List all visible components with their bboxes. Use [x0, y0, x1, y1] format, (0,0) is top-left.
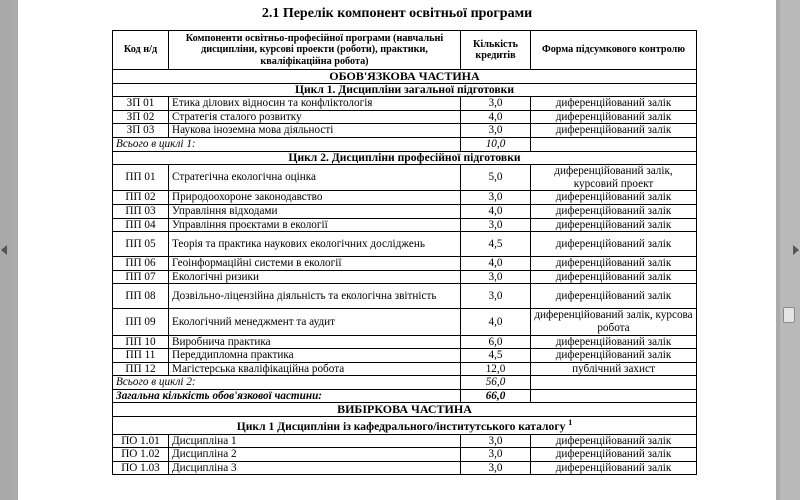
row-name: Переддипломна практика — [169, 349, 461, 363]
row-code: ПО 1.02 — [113, 448, 169, 462]
row-control: диференційований залік — [531, 284, 697, 309]
table-row — [113, 124, 697, 138]
row-name: Стратегія сталого розвитку — [169, 110, 461, 124]
row-control: диференційований залік — [531, 270, 697, 284]
section-title: ВИБІРКОВА ЧАСТИНА — [113, 403, 697, 417]
row-code: ЗП 02 — [113, 110, 169, 124]
cycle-row-elective-1 — [113, 417, 697, 434]
row-code: ПО 1.03 — [113, 461, 169, 475]
row-credits: 5,0 — [461, 165, 531, 191]
row-code: ПП 03 — [113, 204, 169, 218]
row-credits: 3,0 — [461, 284, 531, 309]
row-credits: 4,0 — [461, 257, 531, 271]
row-name: Природоохороне законодавство — [169, 191, 461, 205]
row-code: ПП 10 — [113, 335, 169, 349]
row-name: Дисципліна 3 — [169, 461, 461, 475]
section-title: ОБОВ'ЯЗКОВА ЧАСТИНА — [113, 70, 697, 84]
row-name: Екологічний менеджмент та аудит — [169, 309, 461, 335]
row-name: Дисципліна 2 — [169, 448, 461, 462]
row-credits: 12,0 — [461, 362, 531, 376]
row-credits: 4,0 — [461, 309, 531, 335]
total-value: 66,0 — [461, 389, 531, 403]
row-code: ЗП 03 — [113, 124, 169, 138]
table-row — [113, 97, 697, 111]
table-row — [113, 232, 697, 257]
row-control: диференційований залік — [531, 232, 697, 257]
section-row-mandatory — [113, 70, 697, 84]
row-name: Дозвільно-ліцензійна діяльність та екологічна звітність — [169, 284, 461, 309]
row-credits: 3,0 — [461, 434, 531, 448]
row-control: диференційований залік — [531, 461, 697, 475]
column-header-component: Компоненти освітньо-професійної програми (навчальні дисципліни, курсові проекти (роботи), практики, кваліфікаційна робота) — [169, 31, 461, 70]
row-name: Теорія та практика наукових екологічних досліджень — [169, 232, 461, 257]
row-code: ПП 12 — [113, 362, 169, 376]
page-title: 2.1 Перелік компонент освітньої програми — [261, 6, 533, 21]
table-row — [113, 191, 697, 205]
row-name: Етика ділових відносин та конфліктологія — [169, 97, 461, 111]
previous-page-arrow-icon[interactable] — [1, 245, 7, 255]
subtotal-value: 10,0 — [461, 137, 531, 151]
table-row — [113, 257, 697, 271]
row-code: ПО 1.01 — [113, 434, 169, 448]
table-row — [113, 362, 697, 376]
row-credits: 4,0 — [461, 204, 531, 218]
column-header-code: Код н/д — [113, 31, 169, 70]
row-control: диференційований залік — [531, 448, 697, 462]
column-header-control: Форма підсумкового контролю — [531, 31, 697, 70]
row-credits: 3,0 — [461, 461, 531, 475]
table-row — [113, 165, 697, 191]
row-code: ПП 01 — [113, 165, 169, 191]
row-code: ПП 09 — [113, 309, 169, 335]
table-row — [113, 270, 697, 284]
cycle-title: Цикл 2. Дисципліни професійної підготовки — [113, 151, 697, 165]
subtotal-empty-cell — [531, 376, 697, 390]
program-components-table — [112, 30, 697, 475]
table-row — [113, 335, 697, 349]
row-credits: 4,5 — [461, 232, 531, 257]
row-credits: 3,0 — [461, 124, 531, 138]
row-control: диференційований залік — [531, 110, 697, 124]
row-control: диференційований залік, курсова робота — [531, 309, 697, 335]
row-credits: 4,0 — [461, 110, 531, 124]
table-row — [113, 204, 697, 218]
table-row — [113, 434, 697, 448]
row-name: Наукова іноземна мова діяльності — [169, 124, 461, 138]
row-control: диференційований залік — [531, 257, 697, 271]
table-row — [113, 110, 697, 124]
row-control: диференційований залік — [531, 349, 697, 363]
cycle-title: Цикл 1. Дисципліни загальної підготовки — [113, 83, 697, 97]
subtotal-value: 56,0 — [461, 376, 531, 390]
total-empty-cell — [531, 389, 697, 403]
row-name: Управління відходами — [169, 204, 461, 218]
row-name: Дисципліна 1 — [169, 434, 461, 448]
table-row — [113, 461, 697, 475]
cycle-row-1 — [113, 83, 697, 97]
row-control: публічний захист — [531, 362, 697, 376]
row-name: Стратегічна екологічна оцінка — [169, 165, 461, 191]
next-page-arrow-icon[interactable] — [793, 245, 799, 255]
row-control: диференційований залік — [531, 191, 697, 205]
subtotal-label: Всього в циклі 2: — [113, 376, 461, 390]
row-control: диференційований залік — [531, 124, 697, 138]
subtotal-row — [113, 137, 697, 151]
row-control: диференційований залік — [531, 218, 697, 232]
row-name: Управління проєктами в екології — [169, 218, 461, 232]
row-code: ПП 06 — [113, 257, 169, 271]
row-credits: 3,0 — [461, 191, 531, 205]
table-row — [113, 284, 697, 309]
row-control: диференційований залік — [531, 204, 697, 218]
table-row — [113, 349, 697, 363]
table-row — [113, 309, 697, 335]
table-row — [113, 218, 697, 232]
row-name: Магістерська кваліфікаційна робота — [169, 362, 461, 376]
row-control: диференційований залік — [531, 434, 697, 448]
row-control: диференційований залік — [531, 335, 697, 349]
row-code: ПП 07 — [113, 270, 169, 284]
row-code: ПП 04 — [113, 218, 169, 232]
footnote-mark: 1 — [568, 418, 573, 428]
total-label: Загальна кількість обов'язкової частини: — [113, 389, 461, 403]
row-code: ПП 05 — [113, 232, 169, 257]
document-page — [18, 0, 776, 500]
row-name: Екологічні ризики — [169, 270, 461, 284]
row-code: ПП 02 — [113, 191, 169, 205]
row-name: Виробнича практика — [169, 335, 461, 349]
cycle-title: Цикл 1 Дисципліни із кафедрального/інститутського каталогу — [236, 419, 566, 433]
row-credits: 4,5 — [461, 349, 531, 363]
subtotal-row — [113, 376, 697, 390]
column-header-credits: Кількість кредитів — [461, 31, 531, 70]
cycle-row-2 — [113, 151, 697, 165]
row-code: ПП 08 — [113, 284, 169, 309]
section-row-elective — [113, 403, 697, 417]
row-code: ЗП 01 — [113, 97, 169, 111]
row-credits: 3,0 — [461, 218, 531, 232]
row-credits: 6,0 — [461, 335, 531, 349]
row-code: ПП 11 — [113, 349, 169, 363]
row-control: диференційований залік, курсовий проект — [531, 165, 697, 191]
scrollbar-thumb[interactable] — [783, 307, 795, 323]
table-header-row — [113, 31, 697, 70]
row-name: Геоінформаційні системи в екології — [169, 257, 461, 271]
subtotal-empty-cell — [531, 137, 697, 151]
row-credits: 3,0 — [461, 270, 531, 284]
row-credits: 3,0 — [461, 448, 531, 462]
cycle-title-cell — [113, 417, 697, 434]
table-row — [113, 448, 697, 462]
row-control: диференційований залік — [531, 97, 697, 111]
row-credits: 3,0 — [461, 97, 531, 111]
subtotal-label: Всього в циклі 1: — [113, 137, 461, 151]
total-row — [113, 389, 697, 403]
